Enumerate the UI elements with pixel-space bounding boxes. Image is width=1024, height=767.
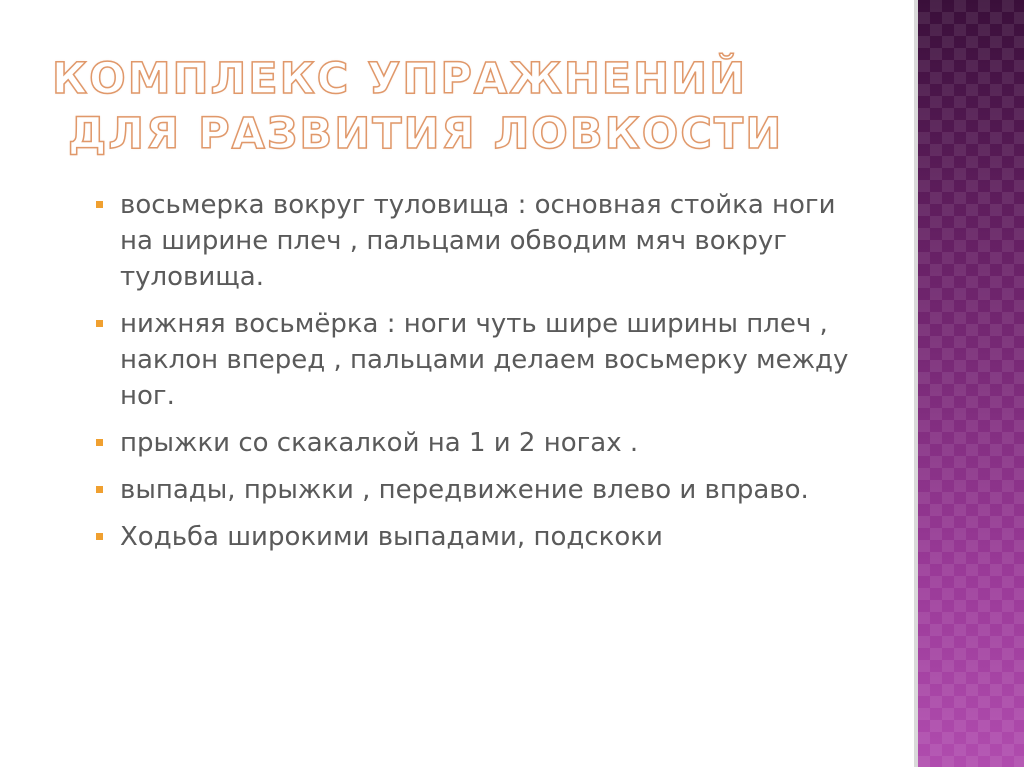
slide-title-line-1: КОМПЛЕКС УПРАЖНЕНИЙ [52, 54, 748, 104]
bullet-text: восьмерка вокруг туловища : основная стойка ноги на ширине плеч , пальцами обводим мяч вокруг туловища. [120, 190, 836, 292]
bullet-square-icon [96, 533, 103, 540]
bullet-item [94, 519, 874, 555]
slide-title [52, 52, 812, 162]
bullet-item [94, 306, 874, 414]
bullet-square-icon [96, 439, 103, 446]
bullet-square-icon [96, 201, 103, 208]
slide-title-line-2: ДЛЯ РАЗВИТИЯ ЛОВКОСТИ [68, 109, 784, 159]
bullet-square-icon [96, 486, 103, 493]
bullet-item [94, 472, 874, 508]
bullet-text: выпады, прыжки , передвижение влево и вправо. [120, 475, 809, 505]
bullet-item [94, 187, 874, 295]
bullet-text: прыжки со скакалкой на 1 и 2 ногах . [120, 428, 639, 458]
bullet-item [94, 425, 874, 461]
decorative-side-panel [918, 0, 1024, 767]
bullet-list [94, 187, 874, 566]
bullet-text: Ходьба широкими выпадами, подскоки [120, 522, 663, 552]
bullet-square-icon [96, 320, 103, 327]
bullet-text: нижняя восьмёрка : ноги чуть шире ширины плеч , наклон вперед , пальцами делаем восьмерку между ног. [120, 309, 849, 411]
